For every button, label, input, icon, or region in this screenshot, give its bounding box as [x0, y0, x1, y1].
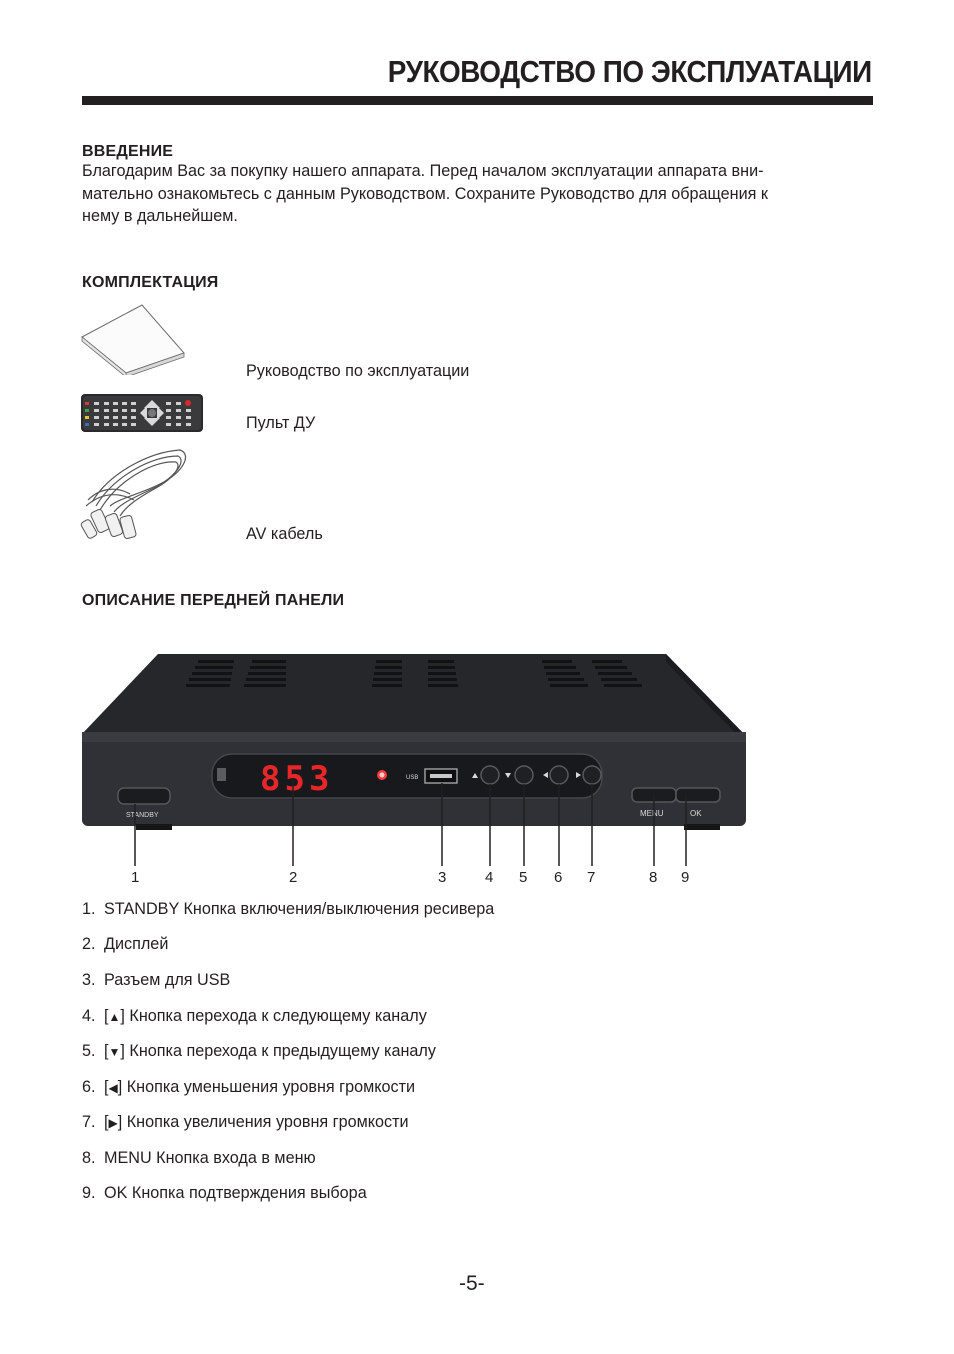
callout-number: 9 [681, 869, 690, 886]
callout-number: 2 [289, 869, 298, 886]
intro-line: мательно ознакомьтесь с данным Руководством. Сохраните Руководство для обращения к [82, 184, 769, 203]
callout-number: 6 [554, 869, 563, 886]
av-cable-icon [80, 442, 192, 544]
manual-booklet-icon [80, 303, 188, 375]
list-item-number: 6. [82, 1078, 96, 1096]
list-item-text: MENU Кнопка входа в меню [104, 1149, 316, 1167]
bracket-open: [ [104, 1042, 109, 1060]
list-item [82, 1007, 427, 1026]
list-item [82, 1113, 409, 1132]
list-item-number: 4. [82, 1007, 96, 1025]
intro-heading: ВВЕДЕНИЕ [82, 143, 174, 160]
list-item [82, 935, 168, 954]
ok-label: OK [690, 809, 702, 818]
list-item-number: 5. [82, 1042, 96, 1060]
callout-number: 3 [438, 869, 447, 886]
intro-paragraph [82, 160, 874, 228]
list-item-text: Дисплей [104, 935, 169, 953]
bracket-open: [ [104, 1113, 109, 1131]
list-item-text: Разъем для USB [104, 971, 231, 989]
list-item-text: ] Кнопка перехода к следующему каналу [120, 1007, 427, 1025]
seven-segment-display: 853 [260, 759, 334, 799]
package-heading: КОМПЛЕКТАЦИЯ [82, 274, 219, 291]
standby-label: STANDBY [126, 812, 159, 819]
list-item-number: 9. [82, 1184, 96, 1202]
list-item [82, 1184, 367, 1203]
receiver-front-panel-illustration [80, 652, 750, 892]
package-item-label: Руководство по эксплуатации [246, 362, 470, 380]
triangle-down-icon: ▼ [108, 1045, 121, 1059]
triangle-up-icon: ▲ [108, 1010, 121, 1024]
remote-control-icon [80, 392, 204, 434]
callout-number: 4 [485, 869, 494, 886]
page-number: -5- [459, 1272, 485, 1295]
title-rule [82, 96, 873, 105]
front-panel-heading: ОПИСАНИЕ ПЕРЕДНЕЙ ПАНЕЛИ [82, 592, 345, 609]
list-item [82, 971, 230, 990]
list-item [82, 900, 494, 919]
callout-number: 5 [519, 869, 528, 886]
list-item-number: 1. [82, 900, 96, 918]
triangle-right-icon: ▶ [108, 1116, 118, 1130]
list-item-text: ] Кнопка уменьшения уровня громкости [117, 1078, 416, 1096]
list-item-text: OK Кнопка подтверждения выбора [104, 1184, 367, 1202]
list-item-text: ] Кнопка увеличения уровня громкости [117, 1113, 409, 1131]
list-item-number: 3. [82, 971, 96, 989]
triangle-left-icon: ◀ [108, 1081, 118, 1095]
list-item [82, 1149, 316, 1168]
intro-line: нему в дальнейшем. [82, 207, 238, 225]
list-item-number: 8. [82, 1149, 96, 1167]
list-item [82, 1042, 436, 1061]
list-item-text: ] Кнопка перехода к предыдущему каналу [120, 1042, 436, 1060]
page-title: РУКОВОДСТВО ПО ЭКСПЛУАТАЦИИ [388, 54, 872, 89]
menu-label: MENU [640, 809, 664, 818]
bracket-open: [ [104, 1007, 109, 1025]
list-item-text: STANDBY Кнопка включения/выключения ресивера [104, 900, 495, 918]
callout-number: 8 [649, 869, 658, 886]
list-item-number: 2. [82, 935, 96, 953]
intro-line: Благодарим Вас за покупку нашего аппарата. Перед началом эксплуатации аппарата вни- [82, 162, 764, 180]
bracket-open: [ [104, 1078, 109, 1096]
list-item [82, 1078, 415, 1097]
list-item-number: 7. [82, 1113, 96, 1131]
usb-port-label: USB [406, 775, 419, 781]
package-item-label: AV кабель [246, 525, 323, 543]
callout-number: 1 [131, 869, 140, 886]
callout-number: 7 [587, 869, 596, 886]
package-item-label: Пульт ДУ [246, 414, 316, 432]
